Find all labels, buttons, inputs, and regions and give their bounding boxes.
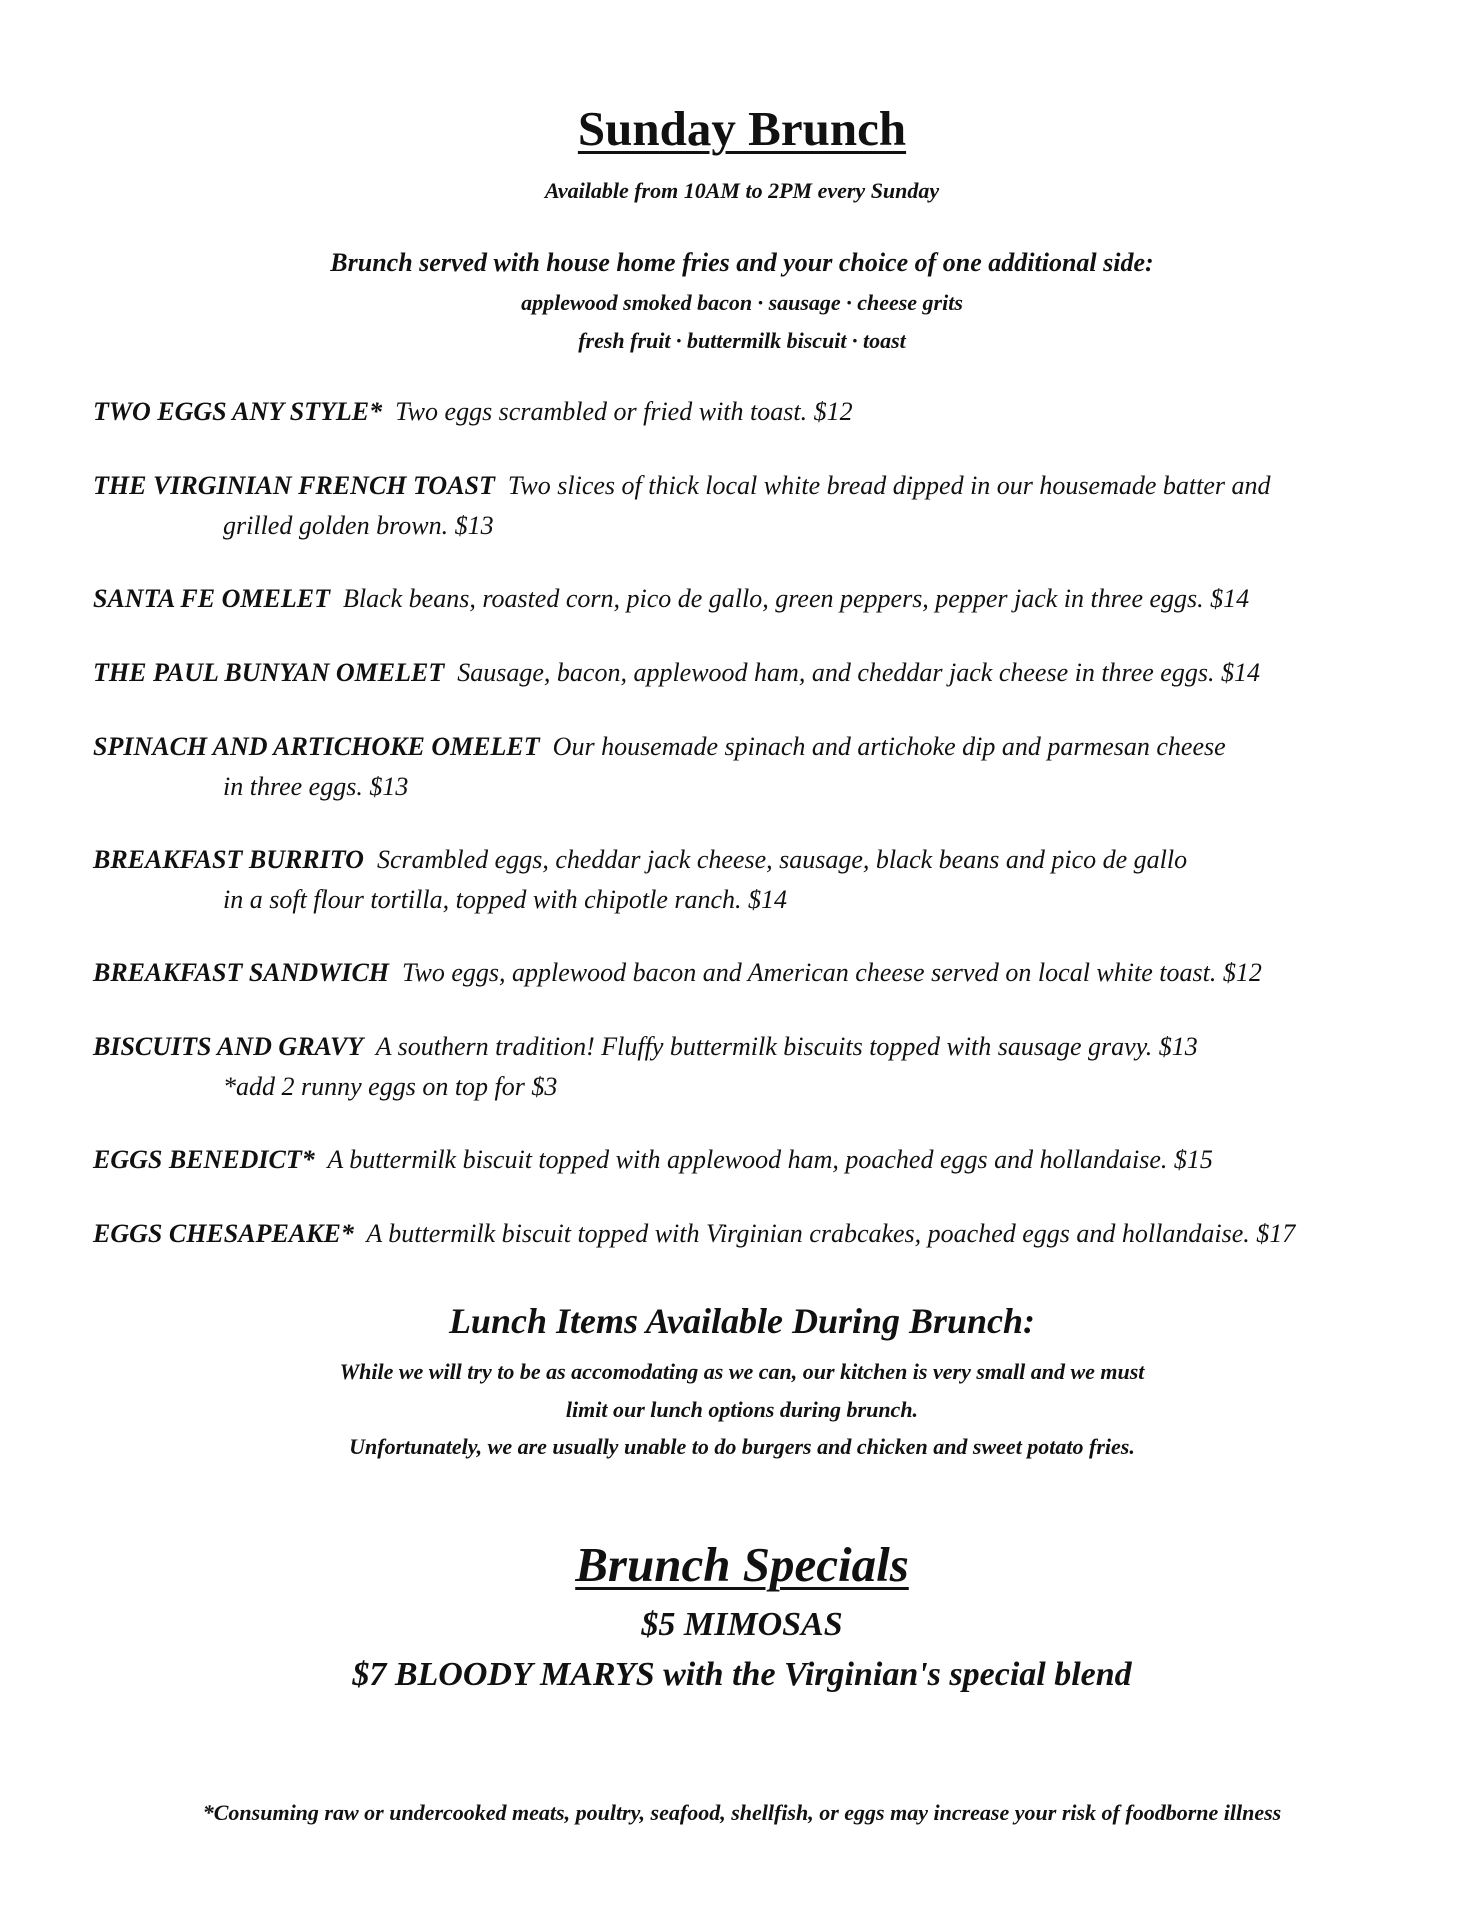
menu-item-name: SANTA FE OMELET [93, 584, 330, 613]
menu-item-name: THE VIRGINIAN FRENCH TOAST [93, 471, 495, 500]
menu-item-description-continued: in three eggs. $13 [223, 772, 409, 801]
menu-item-description-continued: in a soft flour tortilla, topped with chipotle ranch. $14 [223, 885, 788, 914]
menu-item-description: Two slices of thick local white bread dipped in our housemade batter and [507, 471, 1271, 500]
menu-item-description: A buttermilk biscuit topped with applewood ham, poached eggs and hollandaise. $15 [327, 1145, 1213, 1174]
menu-item [93, 653, 1413, 693]
page-title: Sunday Brunch [577, 101, 907, 156]
menu-item-name: EGGS BENEDICT* [93, 1145, 315, 1174]
menu-item [93, 466, 1413, 546]
sides-list-line-1: applewood smoked bacon · sausage · cheese grits [521, 290, 963, 315]
menu-item [93, 840, 1413, 920]
menu-item-name: TWO EGGS ANY STYLE* [93, 397, 383, 426]
lunch-note-line-1: While we will try to be as accomodating as we can, our kitchen is very small and we must [339, 1359, 1145, 1384]
menu-item-name: SPINACH AND ARTICHOKE OMELET [93, 732, 540, 761]
menu-item-name: BREAKFAST BURRITO [93, 845, 364, 874]
menu-item-description-continued: grilled golden brown. $13 [223, 511, 494, 540]
menu-item-name: BISCUITS AND GRAVY [93, 1032, 364, 1061]
lunch-note-line-3: Unfortunately, we are usually unable to do burgers and chicken and sweet potato fries. [349, 1434, 1135, 1459]
menu-item-description: Scrambled eggs, cheddar jack cheese, sausage, black beans and pico de gallo [376, 845, 1188, 874]
menu-item [93, 392, 1413, 432]
menu-item [93, 1214, 1413, 1254]
availability-note: Available from 10AM to 2PM every Sunday [544, 178, 940, 203]
special-mimosas: $5 MIMOSAS [641, 1606, 843, 1643]
menu-item-name: BREAKFAST SANDWICH [93, 958, 390, 987]
menu-item [93, 1140, 1413, 1180]
lunch-section-title: Lunch Items Available During Brunch: [448, 1301, 1036, 1341]
menu-item [93, 1027, 1413, 1107]
menu-item-description: A southern tradition! Fluffy buttermilk biscuits topped with sausage gravy. $13 [375, 1032, 1198, 1061]
menu-item-description: Black beans, roasted corn, pico de gallo, green peppers, pepper jack in three eggs. $14 [342, 584, 1250, 613]
menu-item-name: EGGS CHESAPEAKE* [93, 1219, 354, 1248]
menu-item [93, 579, 1413, 619]
served-with-note: Brunch served with house home fries and your choice of one additional side: [330, 248, 1154, 277]
menu-item-description: Our housemade spinach and artichoke dip and parmesan cheese [552, 732, 1226, 761]
menu-item [93, 727, 1413, 807]
menu-item-description: Two eggs scrambled or fried with toast. $12 [395, 397, 853, 426]
lunch-note-line-2: limit our lunch options during brunch. [565, 1397, 919, 1422]
menu-item-description: Two eggs, applewood bacon and American cheese served on local white toast. $12 [402, 958, 1262, 987]
food-safety-disclaimer: *Consuming raw or undercooked meats, poultry, seafood, shellfish, or eggs may increase your risk of foodborne illness [202, 1800, 1282, 1825]
special-bloody-marys: $7 BLOODY MARYS with the Virginian's special blend [352, 1656, 1132, 1693]
specials-title: Brunch Specials [575, 1537, 909, 1592]
menu-item-description: Sausage, bacon, applewood ham, and cheddar jack cheese in three eggs. $14 [457, 658, 1260, 687]
menu-item-description-continued: *add 2 runny eggs on top for $3 [223, 1072, 558, 1101]
menu-item-name: THE PAUL BUNYAN OMELET [93, 658, 445, 687]
sides-list-line-2: fresh fruit · buttermilk biscuit · toast [578, 328, 906, 353]
menu-item-description: A buttermilk biscuit topped with Virginian crabcakes, poached eggs and hollandaise. $17 [366, 1219, 1296, 1248]
menu-item [93, 953, 1413, 993]
